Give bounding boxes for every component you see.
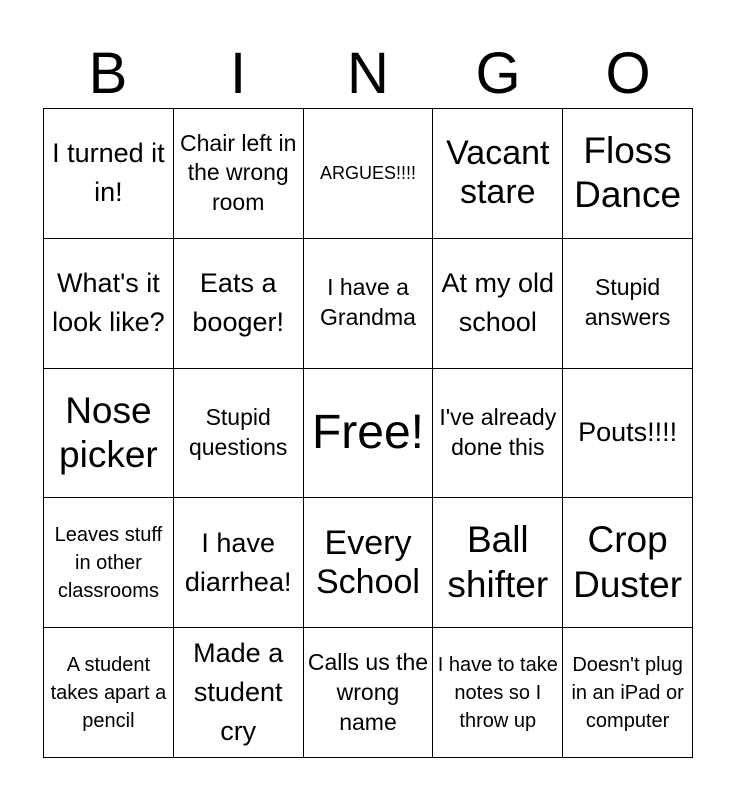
cell-text: Leaves stuff in other classrooms	[54, 523, 163, 602]
bingo-cell[interactable]	[433, 628, 563, 758]
cell-text: Chair left in the wrong room	[180, 129, 297, 216]
bingo-cell[interactable]	[44, 238, 174, 368]
bingo-cell[interactable]	[303, 109, 433, 239]
cell-text: Every School	[316, 523, 420, 601]
header-letter-o: O	[605, 41, 651, 106]
cell-text: I have diarrhea!	[184, 527, 292, 597]
cell-text: What's it look like?	[52, 268, 165, 338]
bingo-cell[interactable]	[44, 498, 174, 628]
cell-text: Stupid answers	[584, 274, 671, 331]
header-letter-g: G	[475, 41, 521, 106]
header-letter-n: N	[347, 41, 389, 106]
bingo-cell[interactable]	[173, 238, 303, 368]
bingo-cell[interactable]	[44, 628, 174, 758]
bingo-cell[interactable]	[563, 628, 693, 758]
cell-text: Calls us the wrong name	[307, 648, 429, 735]
cell-text: Eats a booger!	[192, 268, 284, 338]
bingo-cell[interactable]	[173, 368, 303, 498]
bingo-cell[interactable]	[303, 498, 433, 628]
bingo-cell[interactable]	[44, 109, 174, 239]
header-letter-b: B	[88, 41, 128, 106]
bingo-cell[interactable]	[173, 628, 303, 758]
bingo-cell[interactable]	[433, 498, 563, 628]
cell-text: Made a student cry	[193, 637, 284, 747]
bingo-cell free-space[interactable]	[303, 368, 433, 498]
cell-text: I have a Grandma	[320, 274, 416, 331]
board-row	[44, 368, 693, 498]
cell-text: I have to take notes so I throw up	[437, 653, 558, 732]
board-row	[44, 238, 693, 368]
bingo-cell[interactable]	[303, 628, 433, 758]
bingo-cell[interactable]	[433, 109, 563, 239]
bingo-cell[interactable]	[173, 109, 303, 239]
cell-text: At my old school	[441, 268, 555, 338]
header-letter-i: I	[229, 41, 247, 106]
board-row	[44, 628, 693, 758]
cell-text: Free!	[311, 405, 424, 459]
cell-text: I've already done this	[439, 404, 557, 460]
bingo-cell[interactable]	[173, 498, 303, 628]
cell-text: ARGUES!!!!	[319, 162, 416, 183]
bingo-cell[interactable]	[303, 238, 433, 368]
bingo-cell[interactable]	[563, 238, 693, 368]
bingo-cell[interactable]	[563, 109, 693, 239]
cell-text: Floss Dance	[574, 130, 682, 216]
board-row	[44, 498, 693, 628]
bingo-header	[43, 40, 693, 108]
bingo-cell[interactable]	[44, 368, 174, 498]
cell-text: Vacant stare	[446, 134, 550, 212]
bingo-cell[interactable]	[433, 368, 563, 498]
bingo-board	[43, 108, 693, 758]
cell-text: I turned it in!	[52, 138, 165, 208]
bingo-cell[interactable]	[433, 238, 563, 368]
bingo-cell[interactable]	[563, 498, 693, 628]
cell-text: Stupid questions	[188, 404, 288, 460]
cell-text: Ball shifter	[447, 519, 549, 605]
cell-text: Doesn't plug in an iPad or computer	[571, 653, 684, 732]
board-row	[44, 109, 693, 239]
bingo-cell[interactable]	[563, 368, 693, 498]
cell-text: Pouts!!!!	[578, 417, 678, 448]
cell-text: Nose picker	[59, 389, 158, 475]
cell-text: A student takes apart a pencil	[50, 653, 167, 732]
cell-text: Crop Duster	[573, 519, 683, 605]
